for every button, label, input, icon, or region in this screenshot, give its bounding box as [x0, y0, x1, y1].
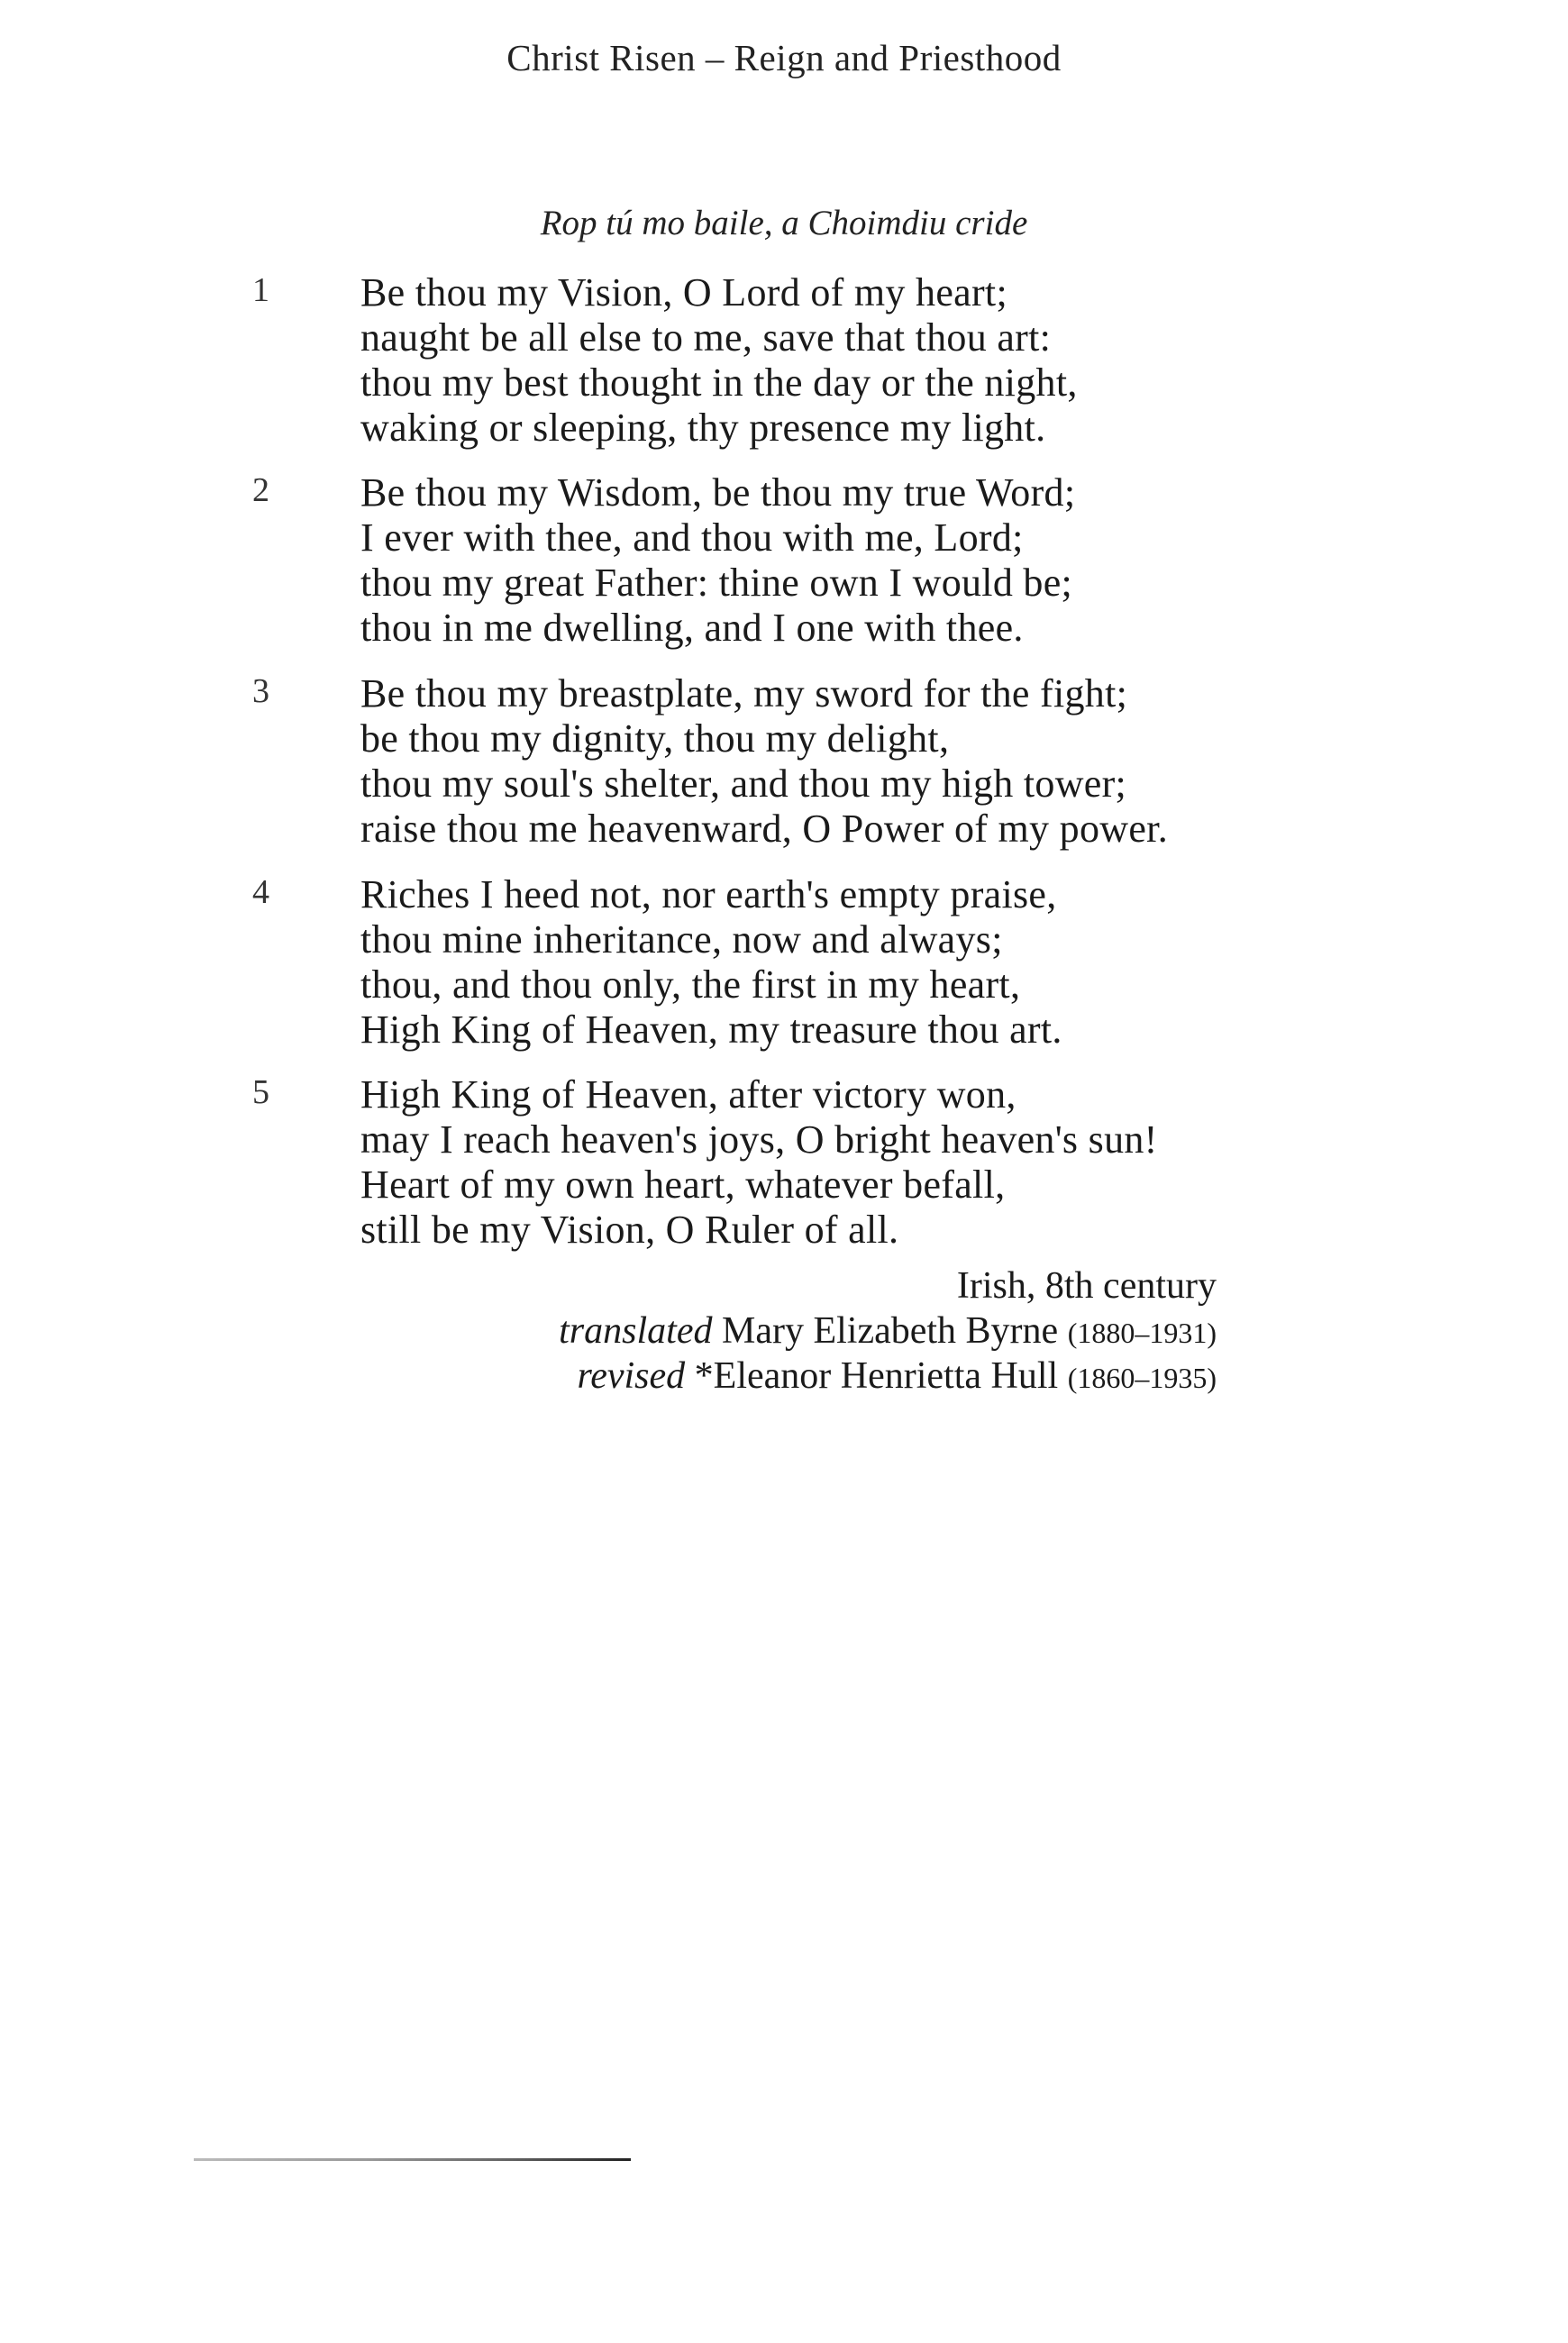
verse-lines — [360, 872, 1062, 1053]
verse-number: 5 — [252, 1073, 269, 1111]
verse-number: 4 — [252, 873, 269, 911]
verse-line: raise thou me heavenward, O Power of my power. — [360, 807, 1168, 851]
reviser-dates: (1860–1935) — [1067, 1362, 1217, 1394]
verse-line: thou in me dwelling, and I one with thee. — [360, 606, 1024, 650]
verse-line: be thou my dignity, thou my delight, — [360, 716, 950, 761]
verse-line: thou my great Father: thine own I would be; — [360, 561, 1073, 605]
verse-line: I ever with thee, and thou with me, Lord; — [360, 515, 1024, 560]
verse-4 — [0, 872, 1568, 1062]
translator-role: translated — [559, 1310, 713, 1352]
reviser-role: revised — [577, 1355, 686, 1397]
verse-line: Riches I heed not, nor earth's empty praise, — [360, 872, 1057, 916]
verse-3 — [0, 671, 1568, 861]
verse-line: Be thou my Vision, O Lord of my heart; — [360, 270, 1007, 315]
verse-2 — [0, 470, 1568, 660]
verse-line: waking or sleeping, thy presence my light. — [360, 406, 1046, 450]
reviser-name: *Eleanor Henrietta Hull — [694, 1355, 1059, 1397]
verse-line: thou, and thou only, the first in my heart, — [360, 962, 1021, 1007]
verse-line: thou mine inheritance, now and always; — [360, 917, 1003, 962]
verse-5 — [0, 1072, 1568, 1262]
attribution-translator — [559, 1308, 1217, 1354]
verse-line: High King of Heaven, after victory won, — [360, 1072, 1016, 1117]
verse-line: may I reach heaven's joys, O bright heaven's sun! — [360, 1117, 1158, 1162]
verse-lines — [360, 671, 1168, 852]
verse-1 — [0, 270, 1568, 460]
translator-name: Mary Elizabeth Byrne — [721, 1310, 1059, 1352]
hymn-subtitle: Rop tú mo baile, a Choimdiu cride — [540, 204, 1028, 242]
verse-line: thou my best thought in the day or the night, — [360, 360, 1078, 405]
translator-dates: (1880–1931) — [1067, 1317, 1217, 1349]
verse-line: Be thou my Wisdom, be thou my true Word; — [360, 470, 1076, 515]
verse-line: thou my soul's shelter, and thou my high tower; — [360, 761, 1127, 806]
verse-number: 1 — [252, 271, 269, 309]
verse-line: High King of Heaven, my treasure thou art. — [360, 1007, 1062, 1052]
running-head: Christ Risen – Reign and Priesthood — [506, 37, 1062, 78]
footer-rule — [194, 2158, 631, 2161]
verse-lines — [360, 270, 1078, 451]
verse-line: Be thou my breastplate, my sword for the fight; — [360, 671, 1128, 716]
attribution-reviser — [559, 1354, 1217, 1399]
verse-line: naught be all else to me, save that thou art: — [360, 315, 1052, 360]
attribution-origin: Irish, 8th century — [956, 1265, 1217, 1307]
verse-lines — [360, 470, 1075, 651]
verse-line: Heart of my own heart, whatever befall, — [360, 1162, 1006, 1207]
verse-number: 3 — [252, 672, 269, 710]
verse-line: still be my Vision, O Ruler of all. — [360, 1208, 899, 1252]
verse-lines — [360, 1072, 1158, 1253]
attribution — [559, 1263, 1217, 1399]
verse-number: 2 — [252, 471, 269, 509]
